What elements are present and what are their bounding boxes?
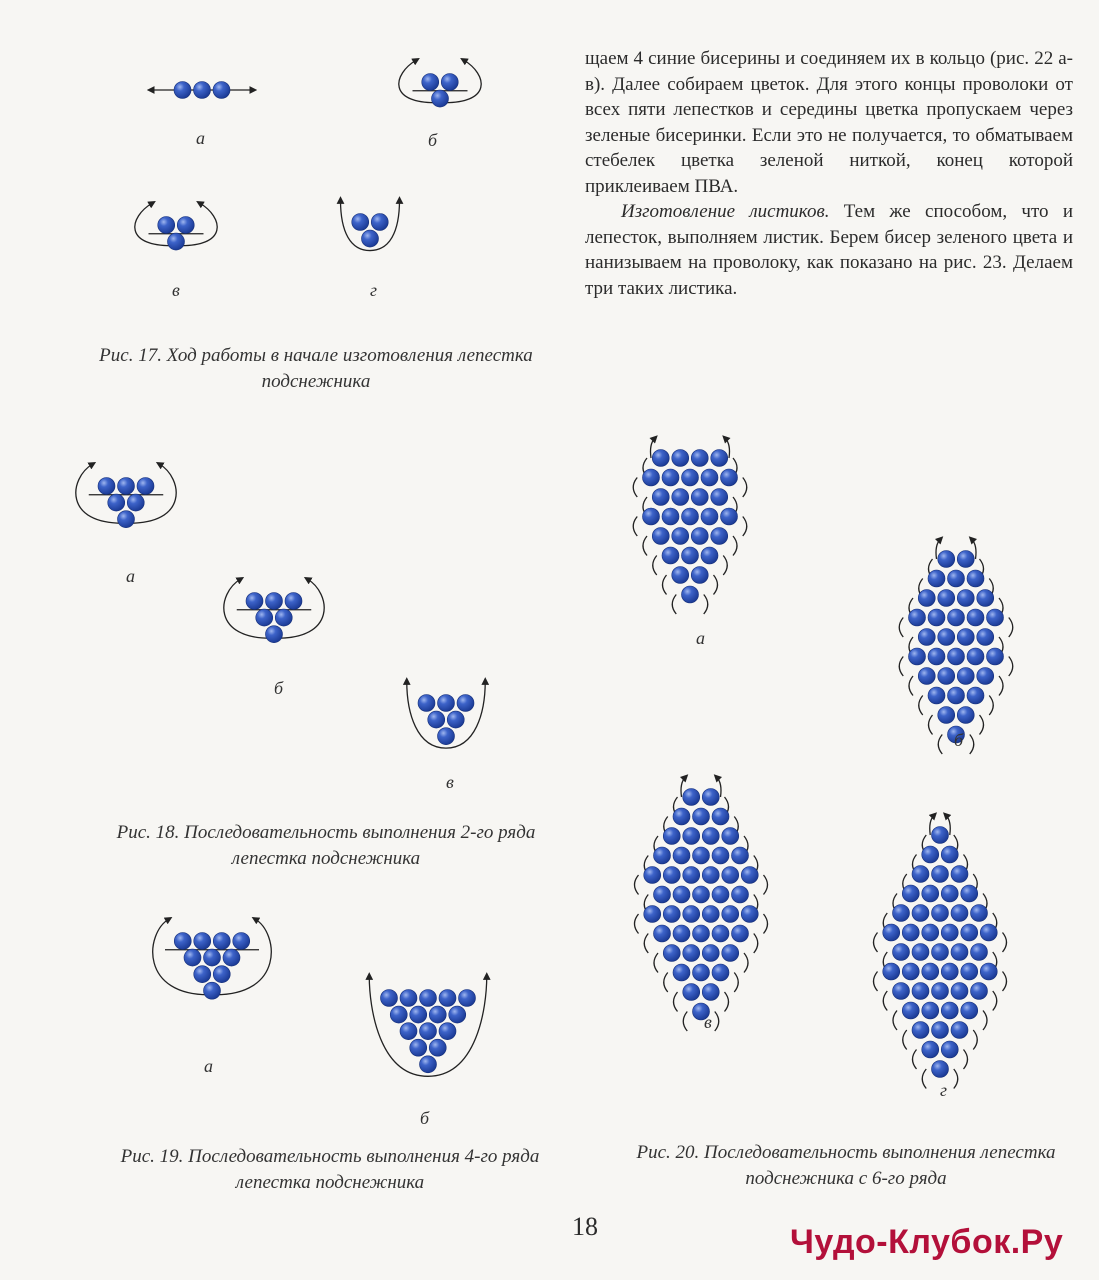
bead [652, 528, 669, 545]
bead [702, 789, 719, 806]
bead [644, 906, 661, 923]
bead [948, 687, 965, 704]
bead [980, 924, 997, 941]
bead [932, 944, 949, 961]
bead [438, 728, 455, 745]
bead [184, 949, 201, 966]
bead [980, 963, 997, 980]
bead [682, 508, 699, 525]
bead [691, 528, 708, 545]
bead [352, 214, 369, 231]
bead [712, 847, 729, 864]
figure-20b [899, 539, 1013, 754]
bead [662, 547, 679, 564]
bead [702, 828, 719, 845]
bead [722, 906, 739, 923]
bead [928, 648, 945, 665]
bead [957, 668, 974, 685]
bead [98, 478, 115, 495]
bead [223, 949, 240, 966]
bead [457, 695, 474, 712]
bead [912, 1022, 929, 1039]
bead [932, 1022, 949, 1039]
bead [951, 1022, 968, 1039]
label-fig17-v: в [172, 280, 180, 300]
bead [194, 933, 211, 950]
bead [701, 547, 718, 564]
bead [922, 963, 939, 980]
bead [429, 1006, 446, 1023]
bead [902, 963, 919, 980]
bead [683, 906, 700, 923]
bead [174, 933, 191, 950]
bead [702, 984, 719, 1001]
bead [732, 847, 749, 864]
bead [672, 528, 689, 545]
bead [732, 886, 749, 903]
paragraph-2-lead: Изготовление листиков. [621, 201, 830, 222]
paragraph-2-rest: Тем же способом, что и лепесток, выполняем листик. Берем бисер зеленого цвета и нанизываем на проволоку, как показано на рис. 23. Делаем три таких листика. [585, 201, 1073, 299]
bead [420, 990, 437, 1007]
bead [957, 551, 974, 568]
bead [967, 570, 984, 587]
bead [918, 629, 935, 646]
bead [194, 966, 211, 983]
bead [204, 982, 221, 999]
bead [909, 648, 926, 665]
bead [948, 570, 965, 587]
bead [902, 924, 919, 941]
bead [158, 217, 175, 234]
bead [420, 1056, 437, 1073]
bead [711, 450, 728, 467]
bead [961, 1002, 978, 1019]
bead [693, 886, 710, 903]
bead [275, 609, 292, 626]
bead [683, 945, 700, 962]
bead [893, 983, 910, 1000]
bead [938, 707, 955, 724]
bead [663, 828, 680, 845]
bead [941, 846, 958, 863]
bead [654, 925, 671, 942]
figure-18v [407, 681, 486, 748]
bead [693, 964, 710, 981]
bead [233, 933, 250, 950]
bead [422, 74, 439, 91]
figure-20v [635, 777, 768, 1031]
bead [938, 590, 955, 607]
bead [918, 668, 935, 685]
bead [213, 933, 230, 950]
bead [883, 963, 900, 980]
caption-fig17: Рис. 17. Ход работы в начале изготовления лепестка подснежника [99, 345, 533, 392]
bead [712, 886, 729, 903]
bead [918, 590, 935, 607]
bead [127, 494, 144, 511]
bead [948, 648, 965, 665]
bead [168, 233, 185, 250]
bead [902, 1002, 919, 1019]
figure-19a [153, 919, 272, 999]
bead [957, 707, 974, 724]
bead [712, 808, 729, 825]
bead [371, 214, 388, 231]
label-fig17-a: а [196, 128, 205, 148]
label-fig20-g: г [940, 1080, 948, 1100]
bead [722, 945, 739, 962]
bead [652, 450, 669, 467]
bead [410, 1039, 427, 1056]
bead [693, 847, 710, 864]
label-fig20-v: в [704, 1012, 712, 1032]
bead [693, 925, 710, 942]
bead [449, 1006, 466, 1023]
page-number: 18 [572, 1212, 598, 1241]
label-fig19-a: а [204, 1056, 213, 1076]
bead [977, 668, 994, 685]
label-fig19-b: б [420, 1108, 430, 1128]
label-fig18-a: а [126, 566, 135, 586]
bead [447, 711, 464, 728]
bead [702, 867, 719, 884]
bead [682, 586, 699, 603]
bead [957, 590, 974, 607]
bead [928, 570, 945, 587]
bead [941, 924, 958, 941]
bead [701, 508, 718, 525]
label-fig18-b: б [274, 678, 284, 698]
bead [893, 944, 910, 961]
bead [941, 885, 958, 902]
bead [961, 885, 978, 902]
site-watermark: Чудо-Клубок.Ру [790, 1223, 1064, 1261]
figure-18a [76, 464, 176, 528]
bead [922, 1002, 939, 1019]
bead [118, 478, 135, 495]
bead [432, 90, 449, 107]
bead [194, 82, 211, 99]
bead [137, 478, 154, 495]
bead [400, 990, 417, 1007]
bead [643, 508, 660, 525]
bead [204, 949, 221, 966]
bead [712, 964, 729, 981]
bead [957, 629, 974, 646]
bead [174, 82, 191, 99]
bead [912, 866, 929, 883]
bead [439, 990, 456, 1007]
bead [663, 945, 680, 962]
bead [932, 866, 949, 883]
bead [932, 983, 949, 1000]
figure-17b [399, 60, 481, 107]
bead [682, 469, 699, 486]
bead [922, 846, 939, 863]
caption-fig18: Рис. 18. Последовательность выполнения 2-го ряда лепестка подснежника [116, 822, 536, 869]
figure-19b [369, 976, 487, 1076]
bead [662, 469, 679, 486]
caption-fig19: Рис. 19. Последовательность выполнения 4-го ряда лепестка подснежника [120, 1146, 540, 1193]
bead [459, 990, 476, 1007]
bead [438, 695, 455, 712]
bead [693, 808, 710, 825]
bead [118, 511, 135, 528]
bead [741, 867, 758, 884]
bead [932, 905, 949, 922]
bead [941, 1002, 958, 1019]
bead [711, 489, 728, 506]
bead [652, 489, 669, 506]
bead [967, 687, 984, 704]
bead [246, 593, 263, 610]
bead [673, 964, 690, 981]
bead [441, 74, 458, 91]
bead [932, 1061, 949, 1078]
figure-17g [341, 200, 400, 251]
bead [938, 551, 955, 568]
bead [177, 217, 194, 234]
bead [663, 867, 680, 884]
label-fig18-v: в [446, 772, 454, 792]
bead [213, 82, 230, 99]
bead [987, 609, 1004, 626]
label-fig20-b: б [954, 730, 964, 750]
paragraph-1: щаем 4 синие бисерины и соединяем их в кольцо (рис. 22 а-в). Далее собираем цветок. Для этого концы проволоки от всех пяти лепестков и середины цветка пропускаем через зеленые бисеринки. Если это не получается, то обматываем стебелек цветка зеленой ниткой, конец которой приклеиваем ПВА. [585, 48, 1073, 197]
bead [712, 925, 729, 942]
bead [967, 648, 984, 665]
bead [702, 906, 719, 923]
bead [912, 983, 929, 1000]
bead [922, 924, 939, 941]
bead [691, 489, 708, 506]
bead [683, 867, 700, 884]
bead [418, 695, 435, 712]
bead [722, 867, 739, 884]
bead [961, 924, 978, 941]
bead [672, 489, 689, 506]
bead [400, 1023, 417, 1040]
label-fig20-a: а [696, 628, 705, 648]
figure-20a [633, 438, 747, 614]
bead [673, 886, 690, 903]
bead [266, 593, 283, 610]
bead [683, 984, 700, 1001]
bead [977, 629, 994, 646]
bead [662, 508, 679, 525]
bead [672, 450, 689, 467]
figure-20g [874, 815, 1007, 1089]
bead [912, 944, 929, 961]
figure-18b [224, 579, 324, 643]
bead [971, 983, 988, 1000]
bead [213, 966, 230, 983]
bead [922, 885, 939, 902]
bead [672, 567, 689, 584]
bead [683, 789, 700, 806]
figure-17v [135, 203, 217, 250]
bead [893, 905, 910, 922]
bead [971, 944, 988, 961]
figure-17a [151, 82, 254, 99]
bead [673, 925, 690, 942]
bead [266, 626, 283, 643]
bead [902, 885, 919, 902]
bead [644, 867, 661, 884]
bead [691, 567, 708, 584]
bead [932, 827, 949, 844]
bead [682, 547, 699, 564]
bead [691, 450, 708, 467]
bead [108, 494, 125, 511]
bead [941, 1041, 958, 1058]
bead [701, 469, 718, 486]
bead [948, 609, 965, 626]
bead [722, 828, 739, 845]
bead [938, 668, 955, 685]
bead [439, 1023, 456, 1040]
bead [967, 609, 984, 626]
bead [721, 508, 738, 525]
bead [381, 990, 398, 1007]
bead [390, 1006, 407, 1023]
label-fig17-b: б [428, 130, 438, 150]
bead [410, 1006, 427, 1023]
bead [883, 924, 900, 941]
bead [285, 593, 302, 610]
bead [977, 590, 994, 607]
bead [683, 828, 700, 845]
bead [721, 469, 738, 486]
bead [654, 847, 671, 864]
bead [938, 629, 955, 646]
bead [951, 866, 968, 883]
bead [928, 609, 945, 626]
bead [928, 687, 945, 704]
bead [673, 808, 690, 825]
bead [987, 648, 1004, 665]
bead [741, 906, 758, 923]
bead [961, 963, 978, 980]
bead [643, 469, 660, 486]
bead [732, 925, 749, 942]
bead [971, 905, 988, 922]
bead [429, 1039, 446, 1056]
bead [711, 528, 728, 545]
bead [673, 847, 690, 864]
bead [702, 945, 719, 962]
bead [420, 1023, 437, 1040]
bead [922, 1041, 939, 1058]
bead [256, 609, 273, 626]
bead [951, 944, 968, 961]
bead [941, 963, 958, 980]
bead [362, 230, 379, 247]
bead [654, 886, 671, 903]
bead [428, 711, 445, 728]
bead [912, 905, 929, 922]
bead [951, 983, 968, 1000]
bead [909, 609, 926, 626]
caption-fig20: Рис. 20. Последовательность выполнения лепестка подснежника с 6-го ряда [636, 1142, 1056, 1189]
bead [951, 905, 968, 922]
bead [663, 906, 680, 923]
label-fig17-g: г [370, 280, 378, 300]
